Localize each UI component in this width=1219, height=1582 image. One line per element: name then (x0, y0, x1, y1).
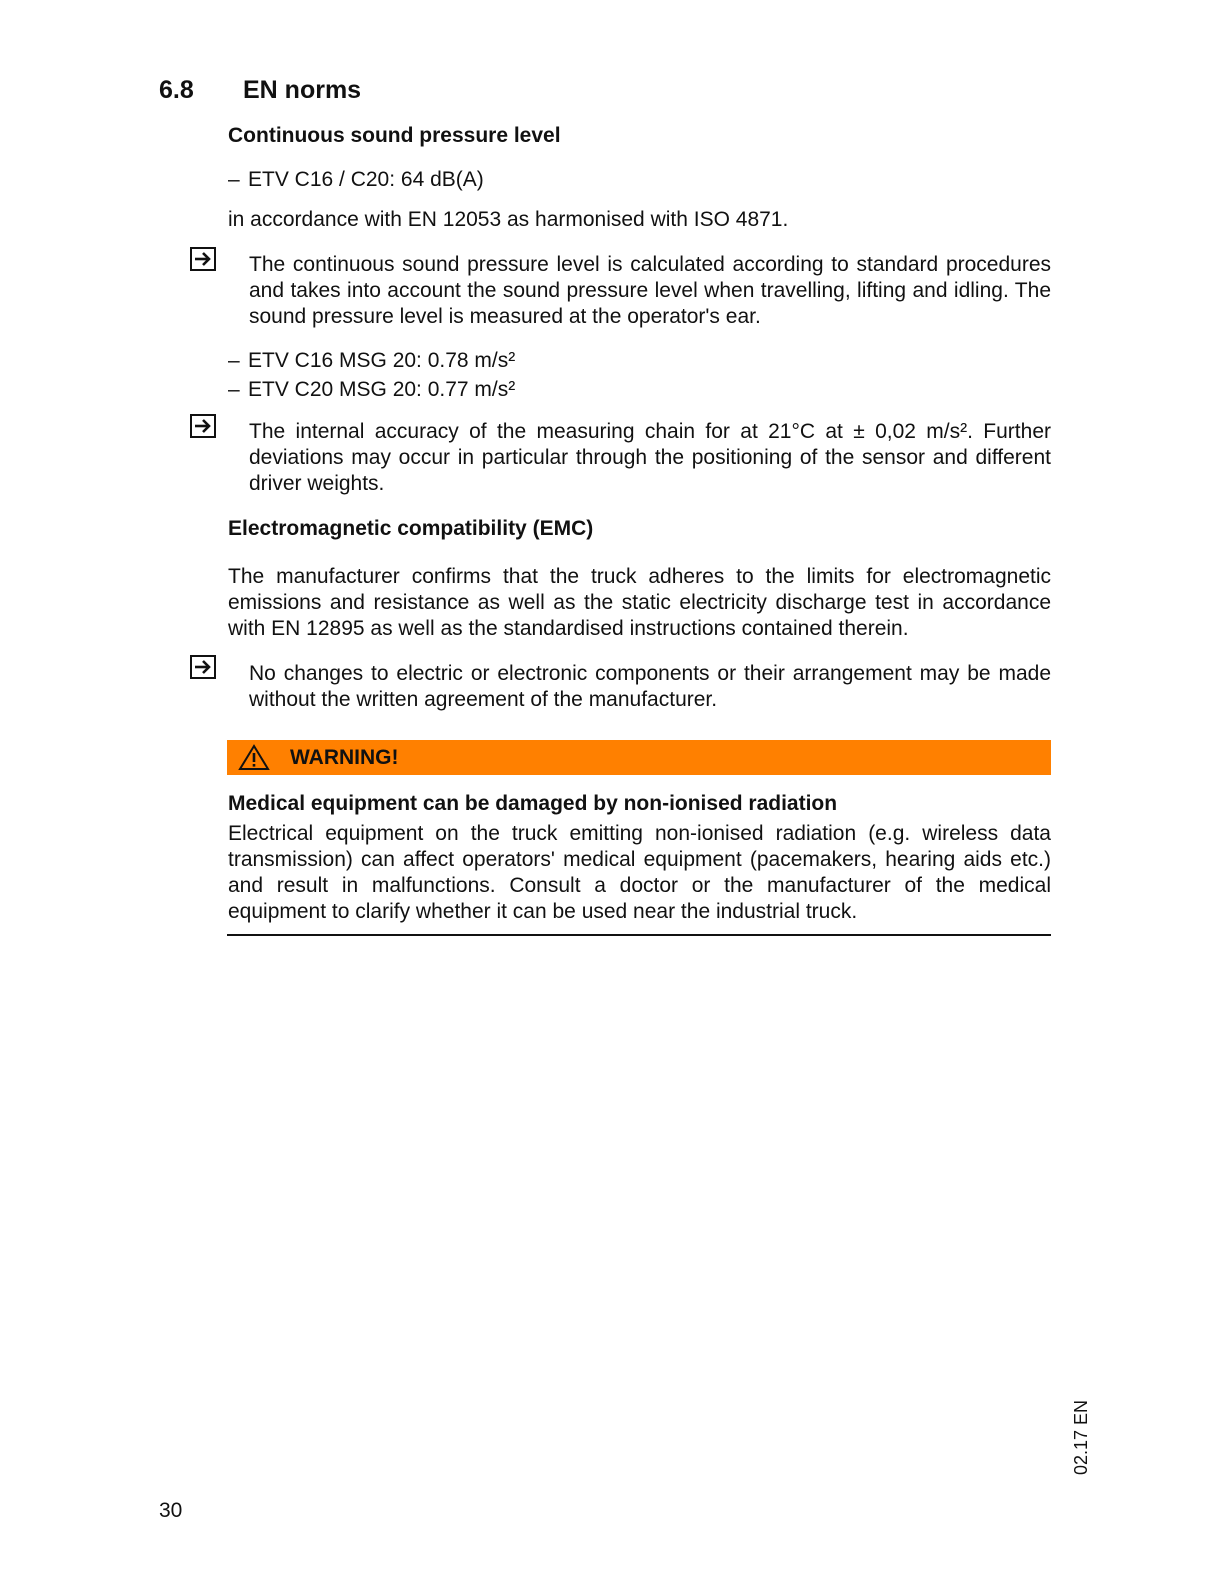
warning-body: Electrical equipment on the truck emitting non-ionised radiation (e.g. wireless data transmission) can affect operators' medical equipment (pacemakers, hearing aids etc.) and result in malfunctions. Consult a doctor or the manufacturer of the medical equipment to clarify whether it can be used near the industrial truck. (228, 822, 1051, 923)
vibration-item-text: ETV C20 MSG 20: 0.77 m/s² (248, 378, 516, 401)
emc-body: The manufacturer confirms that the truck adheres to the limits for electromagnetic emissions and resistance as well as the static electricity discharge test in accordance with EN 12895 as well as the standardised instructions contained therein. (228, 565, 1051, 640)
section-number: 6.8 (159, 76, 194, 104)
warning-banner (227, 740, 1051, 775)
sound-note: The continuous sound pressure level is calculated according to standard procedures and takes into account the sound pressure level when travelling, lifting and idling. The sound pressure level is measured at the operator's ear. (249, 253, 1051, 328)
edition-label: 02.17 EN (1071, 1399, 1091, 1475)
warning-triangle-icon (238, 744, 270, 776)
warning-title: Medical equipment can be damaged by non-ionised radiation (228, 792, 838, 815)
vibration-item-text: ETV C16 MSG 20: 0.78 m/s² (248, 349, 516, 372)
dash-marker: – (228, 168, 240, 191)
page-number: 30 (159, 1499, 183, 1522)
dash-marker: – (228, 378, 240, 401)
sound-heading: Continuous sound pressure level (228, 124, 561, 147)
sound-accordance: in accordance with EN 12053 as harmonised with ISO 4871. (228, 208, 789, 231)
vibration-note: The internal accuracy of the measuring chain for at 21°C at ± 0,02 m/s². Further deviations may occur in particular through the positioning of the sensor and different driver weights. (249, 420, 1051, 495)
warning-end-rule (227, 934, 1051, 936)
sound-item (228, 167, 484, 193)
dash-marker: – (228, 349, 240, 372)
emc-note: No changes to electric or electronic components or their arrangement may be made without the written agreement of the manufacturer. (249, 662, 1051, 711)
warning-label: WARNING! (290, 746, 399, 769)
vibration-item (228, 377, 515, 403)
vibration-item (228, 348, 515, 374)
arrow-right-icon (190, 247, 216, 271)
sound-item-text: ETV C16 / C20: 64 dB(A) (248, 168, 484, 191)
emc-heading: Electromagnetic compatibility (EMC) (228, 517, 594, 540)
arrow-right-icon (190, 655, 216, 679)
arrow-right-icon (190, 414, 216, 438)
section-title: EN norms (243, 76, 362, 104)
